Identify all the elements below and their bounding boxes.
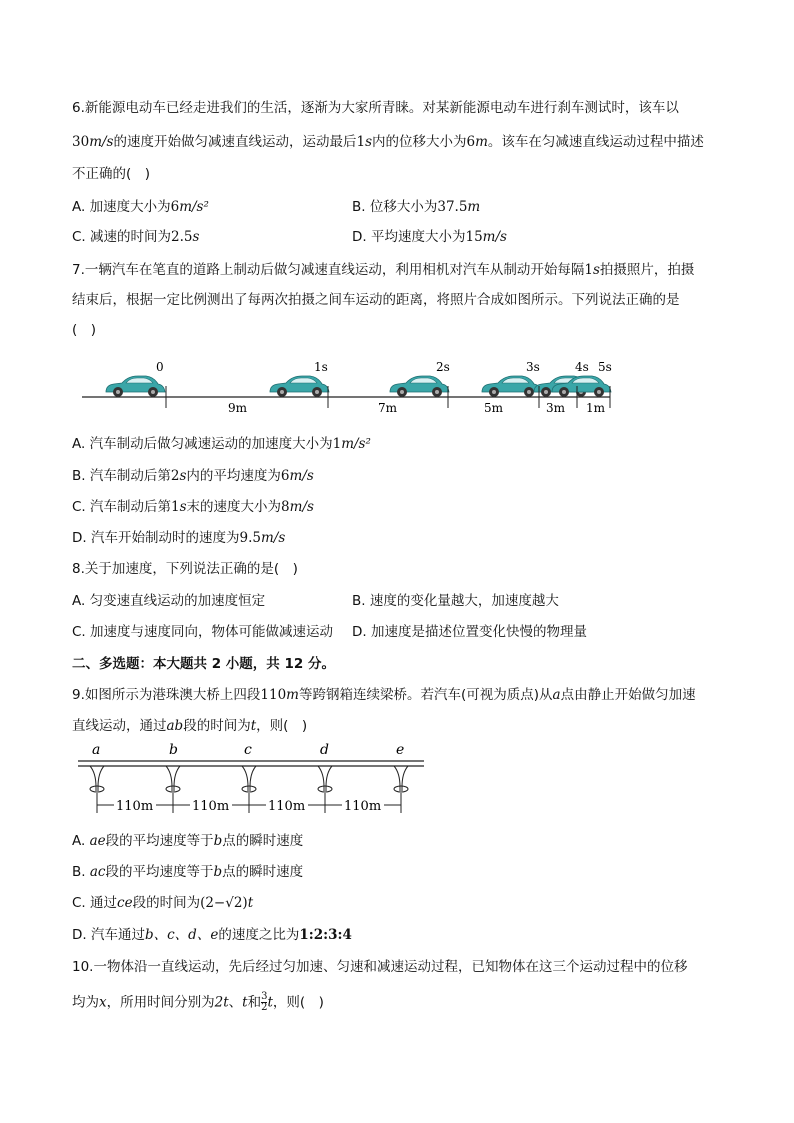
q6-option-d: D. 平均速度大小为15m/s xyxy=(352,229,507,245)
distance-label: 9m xyxy=(228,401,248,415)
car-icon xyxy=(106,376,165,397)
point-label: a xyxy=(92,743,101,758)
time-label: 5s xyxy=(598,360,612,374)
fraction: $\frac{3}{2}$ xyxy=(261,991,268,1013)
span-label: 110m xyxy=(268,799,306,814)
q9-option-a: A. ae段的平均速度等于b点的瞬时速度 xyxy=(72,833,304,849)
q7-line-1: 7.一辆汽车在笔直的道路上制动后做匀减速直线运动，利用相机对汽车从制动开始每隔1s拍摄照片，拍摄 xyxy=(72,262,695,278)
q8-option-c: C. 加速度与速度同向，物体可能做减速运动 xyxy=(72,624,334,640)
q10-line-2: 均为x，所用时间分别为2t、t和 $\frac{3}{2}$ t，则( ) xyxy=(72,991,324,1013)
q8-option-d: D. 加速度是描述位置变化快慢的物理量 xyxy=(352,624,587,640)
car-icon xyxy=(482,376,541,397)
q6-line-2: 30m/s的速度开始做匀减速直线运动，运动最后1s内的位移大小为6m。该车在匀减速直线运动过程中描述 xyxy=(72,134,704,150)
car-icon xyxy=(270,376,329,397)
q9-line-1: 9.如图所示为港珠澳大桥上四段110m等跨钢箱连续梁桥。若汽车(可视为质点)从a点由静止开始做匀加速 xyxy=(72,687,696,703)
distance-label: 1m xyxy=(586,401,606,415)
time-label: 3s xyxy=(526,360,540,374)
distance-label: 5m xyxy=(484,401,504,415)
q6-line-1: 6.新能源电动车已经走进我们的生活，逐渐为大家所青睐。对某新能源电动车进行刹车测试时，该车以 xyxy=(72,100,679,116)
q7-line-2: 结束后，根据一定比例测出了每两次拍摄之间车运动的距离，将照片合成如图所示。下列说法正确的是 xyxy=(72,292,680,308)
q8-option-a: A. 匀变速直线运动的加速度恒定 xyxy=(72,593,266,609)
car-icon xyxy=(390,376,449,397)
point-label: c xyxy=(244,743,252,758)
q7-option-c: C. 汽车制动后第1s末的速度大小为8m/s xyxy=(72,499,314,515)
distance-label: 3m xyxy=(546,401,566,415)
q8-option-b: B. 速度的变化量越大，加速度越大 xyxy=(352,593,559,609)
span-label: 110m xyxy=(116,799,154,814)
q7-line-3: ( ) xyxy=(72,322,97,338)
time-label: 2s xyxy=(436,360,450,374)
q9-option-d: D. 汽车通过b、c、d、e的速度之比为1:2:3:4 xyxy=(72,927,352,943)
time-label: 1s xyxy=(314,360,328,374)
span-label: 110m xyxy=(192,799,230,814)
section-heading: 二、多选题：本大题共 2 小题，共 12 分。 xyxy=(72,656,335,672)
car-motion-figure xyxy=(82,356,622,416)
q6-line-3: 不正确的( ) xyxy=(72,166,151,182)
q8-stem: 8.关于加速度，下列说法正确的是( ) xyxy=(72,561,298,577)
span-label: 110m xyxy=(344,799,382,814)
point-label: b xyxy=(169,743,178,758)
q7-option-a: A. 汽车制动后做匀减速运动的加速度大小为1m/s² xyxy=(72,436,371,452)
q10-line-1: 10.一物体沿一直线运动，先后经过匀加速、匀速和减速运动过程，已知物体在这三个运动过程中的位移 xyxy=(72,959,688,975)
time-label: 4s xyxy=(575,360,589,374)
time-label: 0 xyxy=(156,360,164,374)
q7-option-b: B. 汽车制动后第2s内的平均速度为6m/s xyxy=(72,468,314,484)
q6-option-c: C. 减速的时间为2.5s xyxy=(72,229,200,245)
q9-option-c: C. 通过ce段的时间为(2−√2)t xyxy=(72,895,254,911)
q6-option-a: A. 加速度大小为6m/s² xyxy=(72,199,209,215)
q7-option-d: D. 汽车开始制动时的速度为9.5m/s xyxy=(72,530,286,546)
distance-label: 7m xyxy=(378,401,398,415)
bridge-figure xyxy=(74,743,434,823)
point-label: d xyxy=(320,743,329,758)
point-label: e xyxy=(396,743,405,758)
q6-option-b: B. 位移大小为37.5m xyxy=(352,199,481,215)
q9-line-2: 直线运动，通过ab段的时间为t，则( ) xyxy=(72,718,308,734)
q9-option-b: B. ac段的平均速度等于b点的瞬时速度 xyxy=(72,864,304,880)
